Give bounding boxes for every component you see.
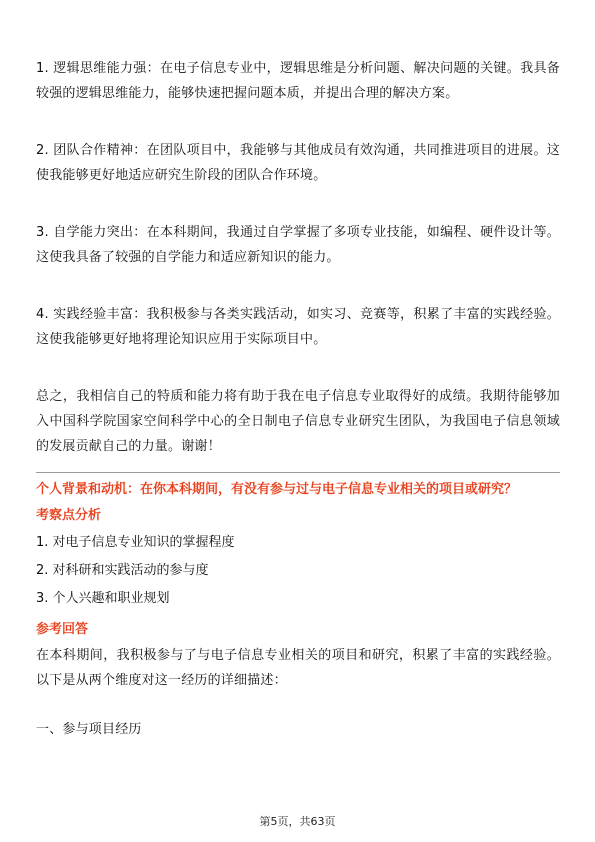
paragraph-logic-ability: 1. 逻辑思维能力强：在电子信息专业中，逻辑思维是分析问题、解决问题的关键。我具备较强的逻辑思维能力，能够快速把握问题本质，并提出合理的解决方案。 xyxy=(36,61,560,101)
answer-subheading: 一、参与项目经历 xyxy=(36,722,142,737)
paragraph-conclusion: 总之，我相信自己的特质和能力将有助于我在电子信息专业取得好的成绩。我期待能够加入中国科学院国家空间科学中心的全日制电子信息专业研究生团队，为我国电子信息领域的发展贡献自己的力量。谢谢！ xyxy=(36,389,560,454)
paragraph-teamwork: 2. 团队合作精神：在团队项目中，我能够与其他成员有效沟通，共同推进项目的进展。这使我能够更好地适应研究生阶段的团队合作环境。 xyxy=(36,143,560,183)
question-heading: 个人背景和动机：在你本科期间，有没有参与过与电子信息专业相关的项目或研究？ xyxy=(36,482,518,497)
answer-heading: 参考回答 xyxy=(36,622,89,637)
analysis-heading: 考察点分析 xyxy=(36,508,102,523)
analysis-item: 1. 对电子信息专业知识的掌握程度 xyxy=(36,535,235,550)
analysis-item: 2. 对科研和实践活动的参与度 xyxy=(36,563,209,578)
section-divider xyxy=(36,472,560,473)
answer-text: 在本科期间，我积极参与了与电子信息专业相关的项目和研究，积累了丰富的实践经验。以下是从两个维度对这一经历的详细描述： xyxy=(36,648,560,688)
document-body xyxy=(36,56,560,742)
paragraph-self-learning: 3. 自学能力突出：在本科期间，我通过自学掌握了多项专业技能，如编程、硬件设计等。这使我具备了较强的自学能力和适应新知识的能力。 xyxy=(36,225,560,265)
paragraph-practice-experience: 4. 实践经验丰富：我积极参与各类实践活动，如实习、竞赛等，积累了丰富的实践经验。这使我能够更好地将理论知识应用于实际项目中。 xyxy=(36,307,560,347)
analysis-item: 3. 个人兴趣和职业规划 xyxy=(36,591,170,606)
page-number: 第5页，共63页 xyxy=(259,815,336,828)
